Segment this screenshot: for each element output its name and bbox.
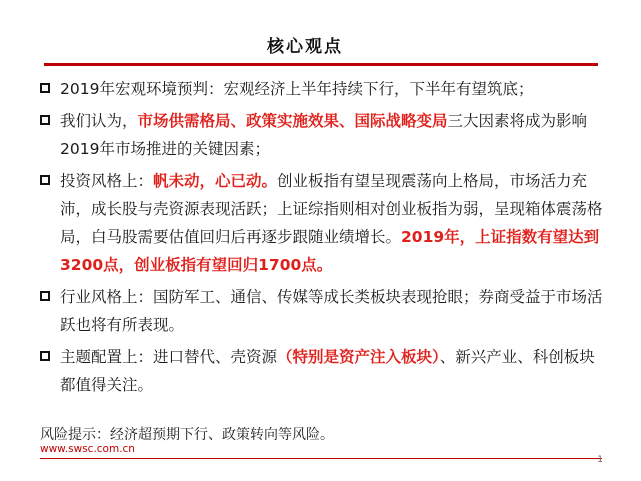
bullet-segment: 三大因素将成为影响2019年市场推进的关键因素；	[60, 112, 588, 158]
square-bullet-icon	[40, 175, 50, 185]
bullet-segment: 2019年宏观环境预判：宏观经济上半年持续下行，下半年有望筑底；	[60, 80, 534, 98]
bullet-text	[60, 172, 603, 274]
bullet-highlight: 2019年，上证指数有望达到3200点，创业板指有望回归1700点。	[60, 228, 600, 274]
bullet-segment: 主题配置上：进口替代、壳资源	[60, 348, 278, 366]
bullet-text	[60, 348, 595, 394]
bullet-text	[60, 112, 587, 158]
bullet-item	[38, 75, 608, 103]
bullet-segment: 行业风格上：国防军工、通信、传媒等成长类板块表现抢眼；券商受益于市场活跃也将有所表现。	[60, 288, 603, 334]
bullet-text	[60, 80, 533, 98]
square-bullet-icon	[40, 115, 50, 125]
bullet-segment: 投资风格上：	[60, 172, 154, 190]
bullet-highlight: （特别是资产注入板块）	[277, 348, 440, 366]
title-divider	[44, 63, 598, 66]
slide-title: 核心观点	[267, 37, 343, 57]
bullet-highlight: 帆未动，心已动。	[153, 172, 278, 190]
bullet-segment: 我们认为，	[60, 112, 138, 130]
square-bullet-icon	[40, 83, 50, 93]
bullet-item	[38, 167, 608, 279]
bullet-segment: 创业板指有望呈现震荡向上格局，市场活力充沛，成长股与壳资源表现活跃；上证综指则相对创业板指为弱，呈现箱体震荡格局，白马股需要估值回归后再逐步跟随业绩增长。	[60, 172, 603, 246]
bullet-item	[38, 283, 608, 339]
page-number: 1	[597, 455, 603, 465]
footer-divider	[40, 458, 602, 459]
bullet-item	[38, 107, 608, 163]
square-bullet-icon	[40, 291, 50, 301]
risk-disclaimer: 风险提示：经济超预期下行、政策转向等风险。	[40, 427, 334, 443]
bullet-text	[60, 288, 603, 334]
footer-url[interactable]: www.swsc.com.cn	[40, 443, 135, 455]
bullet-item	[38, 343, 608, 399]
bullet-list	[38, 75, 608, 403]
bullet-segment: 、新兴产业、科创板块都值得关注。	[60, 348, 595, 394]
square-bullet-icon	[40, 351, 50, 361]
bullet-highlight: 市场供需格局、政策实施效果、国际战略变局	[137, 112, 448, 130]
